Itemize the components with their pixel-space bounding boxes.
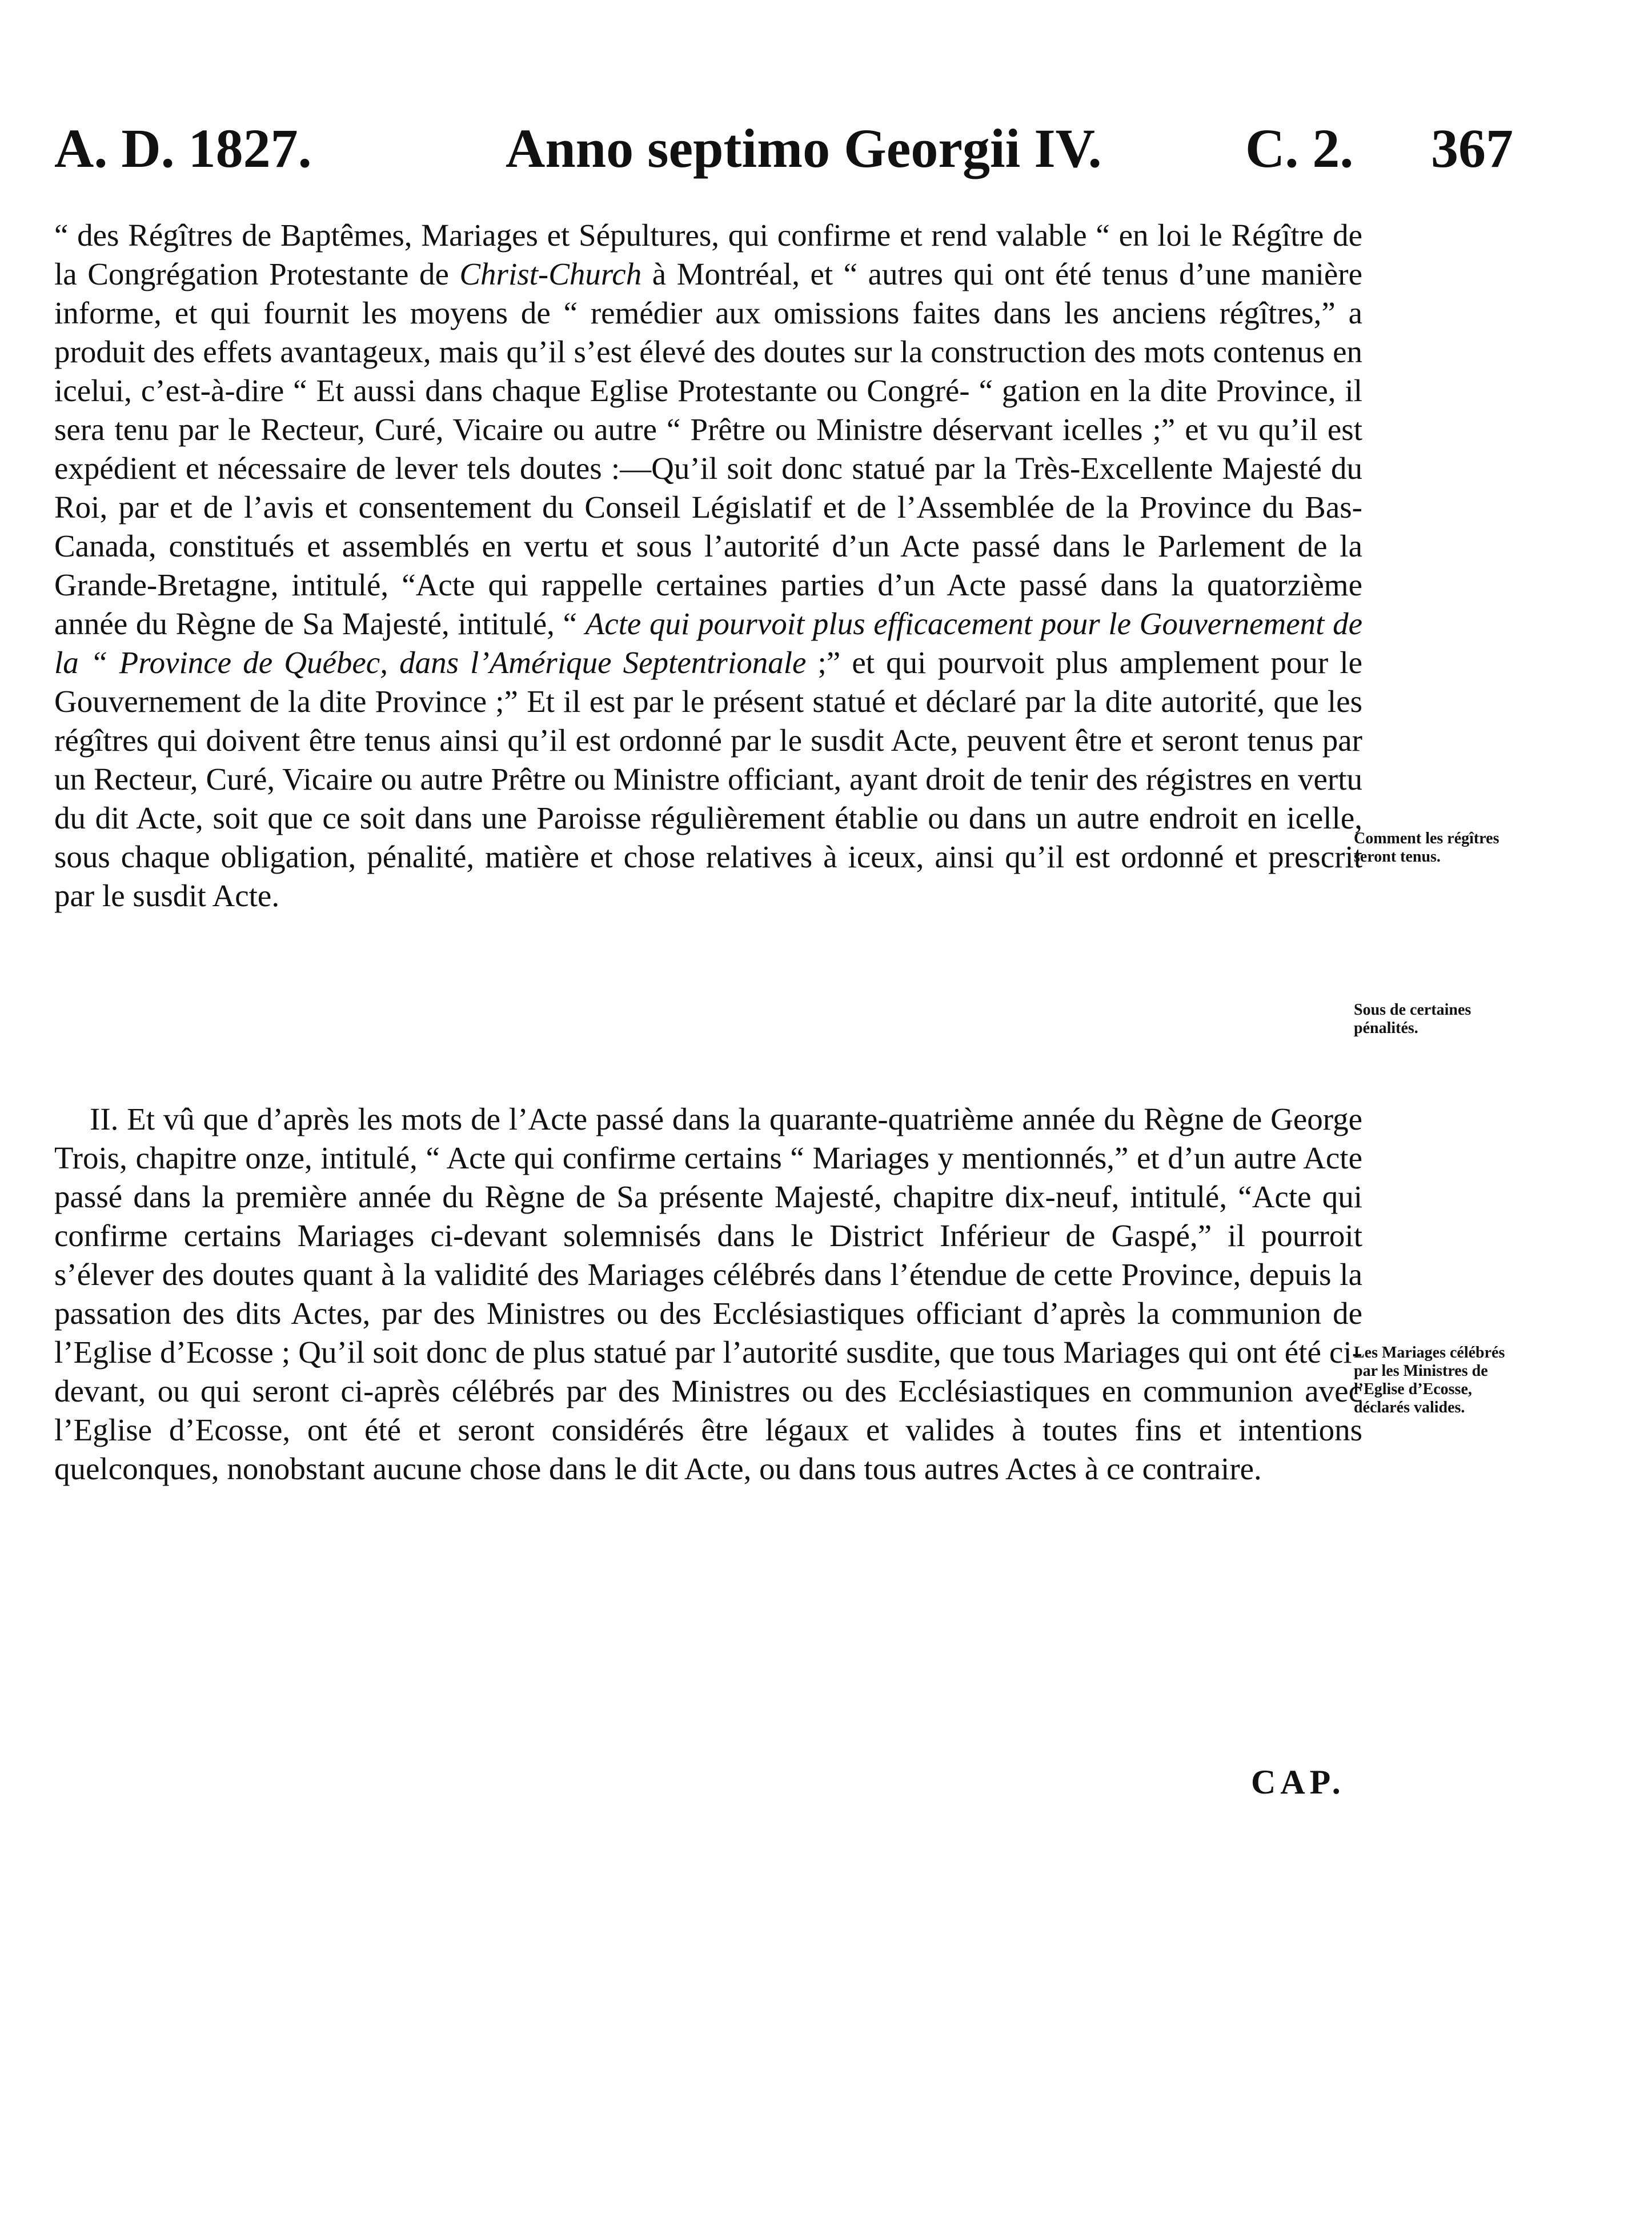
margin-note-registers: Comment les régîtres seront tenus. — [1354, 830, 1499, 866]
paragraph-2-text: II. Et vû que d’après les mots de l’Acte passé dans la quarante-quatrième année du Règne de George Trois, chapitre onze, intitulé, “ Acte qui confirme certains “ Mariages y mentionnés,” et d’un autre Acte passé dans la première année du Règne de Sa présente Majesté, chapitre dix-neuf, intitulé, “Acte qui confirme certains Mariages ci-devant solemnisés dans le District Inférieur de Gaspé,” il pourroit s’élever des doutes quant à la validité des Mariages célébrés dans l’étendue de cette Province, depuis la passation des dits Actes, par des Ministres ou des Ecclésiastiques officiant d’après la communion de l’Eglise d’Ecosse ; Qu’il soit donc de plus statué par l’autorité susdite, que tous Mariages qui ont été ci-devant, ou qui seront ci-après célébrés par des Ministres ou des Ecclésiastiques en communion avec l’Eglise d’Ecosse, ont été et seront considérés être légaux et valides à toutes fins et intentions quelconques, nonobstant aucune chose dans le dit Acte, ou dans tous autres Actes à ce contraire. — [54, 1102, 1362, 1486]
running-header — [54, 114, 1534, 183]
paragraph-1-text-c: ;” et qui pourvoit plus amplement pour le Gouvernement de la dite Province ;” Et il est par le présent statué et déclaré par la dite autorité, que les régîtres qui doivent être tenus ainsi qu’il est ordonné par le susdit Acte, peuvent être et seront tenus par un Recteur, Curé, Vicaire ou autre Prêtre ou Ministre officiant, ayant droit de tenir des régistres en vertu du dit Acte, soit que ce soit dans une Paroisse régulièrement établie ou dans un autre endroit en icelle, sous chaque obligation, pénalité, matière et chose relatives à iceux, ainsi qu’il est ordonné et prescrit par le susdit Acte. — [54, 645, 1363, 913]
paragraph-1-italic-b: Acte qui pourvoit plus efficacement pour le Gouvernement de la “ Province de Québec, dans l’Amérique Septentrionale — [54, 606, 1362, 680]
header-title: Anno septimo Georgii IV. — [506, 118, 1102, 179]
paragraph-1 — [54, 216, 1362, 915]
paragraph-2 — [54, 1100, 1362, 1488]
paragraph-1-italic-a: Christ-Church — [459, 257, 642, 291]
margin-note-marriages: Les Mariages célébrés par les Ministres de l’Eglise d’Ecosse, déclarés valides. — [1354, 1344, 1505, 1416]
catchword: CAP. — [1251, 1763, 1345, 1801]
paragraph-1-text-a: “ des Régîtres de Baptêmes, Mariages et Sépultures, qui confirme et rend valable “ en loi le Régître de la Congrégation Protestante de — [54, 218, 1362, 291]
paragraph-1-text-b: à Montréal, et “ autres qui ont été tenus d’une manière informe, et qui fournit les moyens de “ remédier aux omissions faites dans les anciens régîtres,” a produit des effets avantageux, mais qu’il s’est élevé des doutes sur la construction des mots contenus en icelui, c’est-à-dire “ Et aussi dans chaque Eglise Protestante ou Congré- “ gation en la dite Province, il sera tenu par le Recteur, Curé, Vicaire ou autre “ Prêtre ou Ministre déservant icelles ;” et vu qu’il est expédient et nécessaire de lever tels doutes :—Qu’il soit donc statué par la Très-Excellente Majesté du Roi, par et de l’avis et consentement du Conseil Législatif et de l’Assemblée de la Province du Bas-Canada, constitués et assemblés en vertu et sous l’autorité d’un Acte passé dans le Parlement de la Grande-Bretagne, intitulé, “Acte qui rappelle certaines parties d’un Acte passé dans la quatorzième année du Règne de Sa Majesté, intitulé, “ — [54, 257, 1362, 641]
page-number: 367 — [1431, 118, 1513, 179]
header-chapter: C. 2. — [1245, 118, 1354, 179]
header-year: A. D. 1827. — [54, 118, 312, 179]
margin-note-penalties: Sous de certaines pénalités. — [1354, 1001, 1471, 1037]
